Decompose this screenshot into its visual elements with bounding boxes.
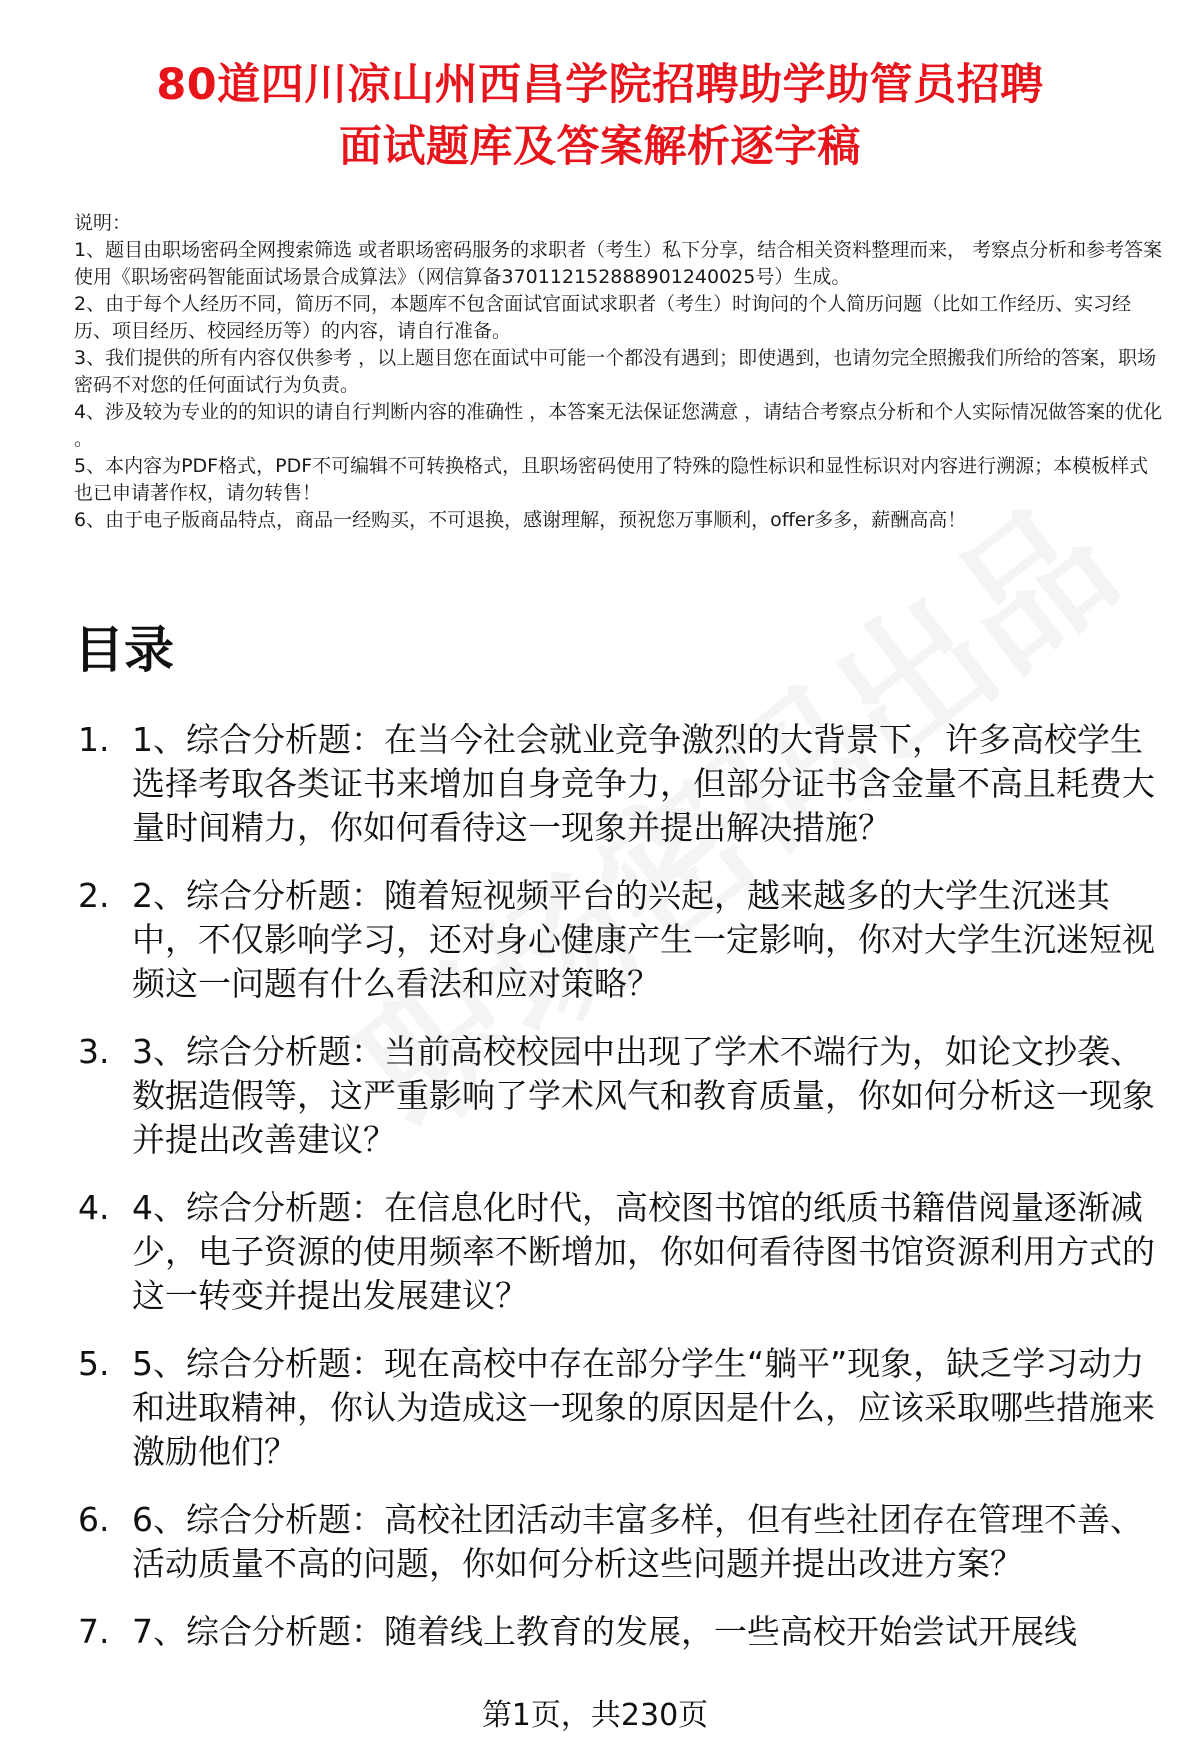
title-line-1: 80道四川凉山州西昌学院招聘助学助管员招聘	[156, 60, 1044, 110]
note-item: 3、我们提供的所有内容仅供参考 ，以上题目您在面试中可能一个都没有遇到；即使遇到，也请勿完全照搬我们所给的答案，职场密码不对您的任何面试行为负责。	[74, 347, 1157, 396]
toc-item-number: 5.	[78, 1344, 110, 1383]
toc-item-number: 2.	[78, 876, 110, 915]
notes-section	[74, 210, 1164, 534]
toc-item[interactable]	[78, 1610, 1170, 1654]
toc-item-number: 6.	[78, 1500, 110, 1539]
toc-item[interactable]	[78, 874, 1170, 1006]
toc-item-text: 7、综合分析题：随着线上教育的发展，一些高校开始尝试开展线	[132, 1612, 1077, 1651]
notes-heading: 说明：	[74, 212, 132, 234]
toc-item-number: 3.	[78, 1032, 110, 1071]
toc-item[interactable]	[78, 1030, 1170, 1162]
note-item: 6、由于电子版商品特点，商品一经购买，不可退换，感谢理解，预祝您万事顺利，offer多多，薪酬高高！	[74, 509, 967, 531]
note-item: 2、由于每个人经历不同，简历不同，本题库不包含面试官面试求职者（考生）时询问的个人简历问题（比如工作经历、实习经历、项目经历、校园经历等）的内容，请自行准备。	[74, 293, 1132, 342]
toc-item[interactable]	[78, 1498, 1170, 1586]
toc-item[interactable]	[78, 1342, 1170, 1474]
toc-list	[78, 718, 1170, 1678]
toc-item-text: 1、综合分析题：在当今社会就业竞争激烈的大背景下，许多高校学生选择考取各类证书来增加自身竞争力，但部分证书含金量不高且耗费大量时间精力，你如何看待这一现象并提出解决措施？	[132, 720, 1155, 847]
note-item: 5、本内容为PDF格式，PDF不可编辑不可转换格式，且职场密码使用了特殊的隐性标识和显性标识对内容进行溯源；本模板样式也已申请著作权，请勿转售！	[74, 455, 1149, 504]
toc-item-text: 6、综合分析题：高校社团活动丰富多样，但有些社团存在管理不善、活动质量不高的问题，你如何分析这些问题并提出改进方案？	[132, 1500, 1143, 1583]
toc-item-text: 2、综合分析题：随着短视频平台的兴起，越来越多的大学生沉迷其中，不仅影响学习，还对身心健康产生一定影响，你对大学生沉迷短视频这一问题有什么看法和应对策略？	[132, 876, 1155, 1003]
title-line-2: 面试题库及答案解析逐字稿	[339, 122, 861, 172]
toc-item-number: 1.	[78, 720, 110, 759]
page-footer: 第1页，共230页	[481, 1698, 709, 1733]
toc-heading: 目录	[74, 621, 174, 679]
toc-item-text: 4、综合分析题：在信息化时代，高校图书馆的纸质书籍借阅量逐渐减少，电子资源的使用频率不断增加，你如何看待图书馆资源利用方式的这一转变并提出发展建议？	[132, 1188, 1155, 1315]
document-title	[60, 54, 1140, 178]
toc-item-number: 4.	[78, 1188, 110, 1227]
toc-item-text: 5、综合分析题：现在高校中存在部分学生“躺平”现象，缺乏学习动力和进取精神，你认为造成这一现象的原因是什么，应该采取哪些措施来激励他们？	[132, 1344, 1155, 1471]
note-item: 1、题目由职场密码全网搜索筛选 或者职场密码服务的求职者（考生）私下分享，结合相关资料整理而来， 考察点分析和参考答案使用《职场密码智能面试场景合成算法》（网信算备370112152888901240025号）生成。	[74, 239, 1163, 288]
toc-item-number: 7.	[78, 1612, 110, 1651]
toc-item-text: 3、综合分析题：当前高校校园中出现了学术不端行为，如论文抄袭、数据造假等，这严重影响了学术风气和教育质量，你如何分析这一现象并提出改善建议？	[132, 1032, 1155, 1159]
toc-item[interactable]	[78, 1186, 1170, 1318]
note-item: 4、涉及较为专业的的知识的请自行判断内容的准确性 ，本答案无法保证您满意 ，请结合考察点分析和个人实际情况做答案的优化 。	[74, 401, 1163, 450]
toc-item[interactable]	[78, 718, 1170, 850]
